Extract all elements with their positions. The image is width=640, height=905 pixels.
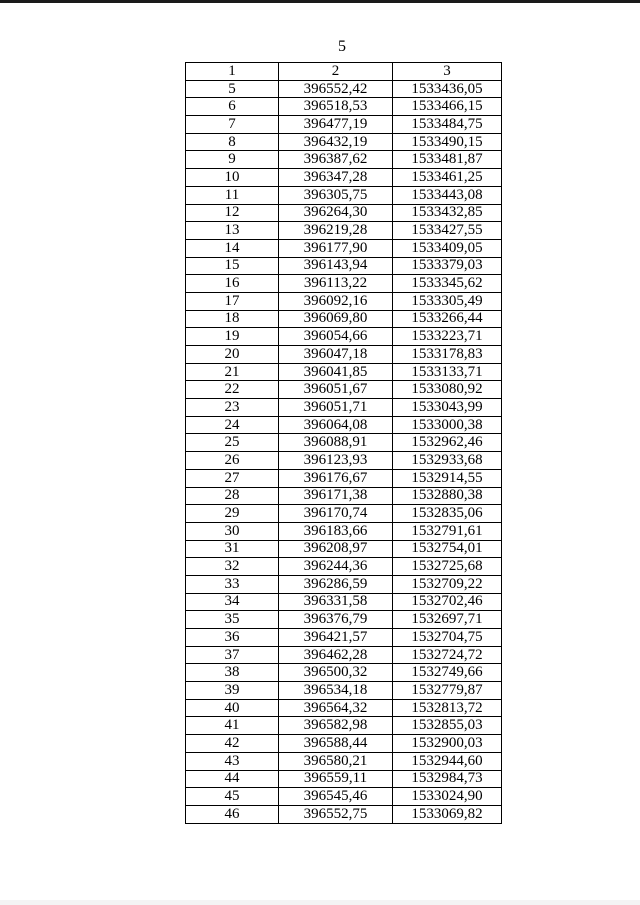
point-number-cell: 29 — [186, 505, 279, 523]
y-coordinate-cell: 1533000,38 — [393, 416, 502, 434]
table-row — [186, 805, 502, 823]
point-number-cell: 12 — [186, 204, 279, 222]
table-row — [186, 664, 502, 682]
table-row — [186, 699, 502, 717]
point-number-cell: 37 — [186, 646, 279, 664]
x-coordinate-cell: 396113,22 — [279, 275, 393, 293]
point-number-cell: 7 — [186, 116, 279, 134]
y-coordinate-cell: 1532704,75 — [393, 629, 502, 647]
x-coordinate-cell: 396432,19 — [279, 133, 393, 151]
y-coordinate-cell: 1532900,03 — [393, 735, 502, 753]
table-row — [186, 80, 502, 98]
table-row — [186, 788, 502, 806]
point-number-cell: 14 — [186, 239, 279, 257]
y-coordinate-cell: 1533133,71 — [393, 363, 502, 381]
point-number-cell: 38 — [186, 664, 279, 682]
point-number-cell: 22 — [186, 381, 279, 399]
y-coordinate-cell: 1532813,72 — [393, 699, 502, 717]
y-coordinate-cell: 1532702,46 — [393, 593, 502, 611]
x-coordinate-cell: 396177,90 — [279, 239, 393, 257]
point-number-cell: 33 — [186, 575, 279, 593]
x-coordinate-cell: 396331,58 — [279, 593, 393, 611]
point-number-cell: 44 — [186, 770, 279, 788]
x-coordinate-cell: 396518,53 — [279, 98, 393, 116]
x-coordinate-cell: 396170,74 — [279, 505, 393, 523]
table-row — [186, 752, 502, 770]
table-row — [186, 151, 502, 169]
table-row — [186, 735, 502, 753]
point-number-cell: 6 — [186, 98, 279, 116]
x-coordinate-cell: 396477,19 — [279, 116, 393, 134]
point-number-cell: 19 — [186, 328, 279, 346]
point-number-cell: 26 — [186, 452, 279, 470]
point-number-cell: 11 — [186, 186, 279, 204]
table-row — [186, 381, 502, 399]
table-row — [186, 611, 502, 629]
x-coordinate-cell: 396219,28 — [279, 222, 393, 240]
x-coordinate-cell: 396171,38 — [279, 487, 393, 505]
y-coordinate-cell: 1533080,92 — [393, 381, 502, 399]
point-number-cell: 32 — [186, 558, 279, 576]
x-coordinate-cell: 396564,32 — [279, 699, 393, 717]
y-coordinate-cell: 1532725,68 — [393, 558, 502, 576]
point-number-cell: 15 — [186, 257, 279, 275]
scan-edge-bottom — [0, 900, 640, 905]
table-row — [186, 717, 502, 735]
point-number-cell: 34 — [186, 593, 279, 611]
table-row — [186, 275, 502, 293]
y-coordinate-cell: 1533427,55 — [393, 222, 502, 240]
table-row — [186, 363, 502, 381]
point-number-cell: 16 — [186, 275, 279, 293]
point-number-cell: 41 — [186, 717, 279, 735]
coordinates-table-body — [186, 63, 502, 824]
point-number-cell: 30 — [186, 522, 279, 540]
table-row — [186, 558, 502, 576]
point-number-cell: 25 — [186, 434, 279, 452]
y-coordinate-cell: 1532944,60 — [393, 752, 502, 770]
y-coordinate-cell: 1532754,01 — [393, 540, 502, 558]
y-coordinate-cell: 1532984,73 — [393, 770, 502, 788]
x-coordinate-cell: 396208,97 — [279, 540, 393, 558]
x-coordinate-cell: 396143,94 — [279, 257, 393, 275]
point-number-cell: 31 — [186, 540, 279, 558]
x-coordinate-cell: 396054,66 — [279, 328, 393, 346]
y-coordinate-cell: 1532914,55 — [393, 469, 502, 487]
point-number-cell: 13 — [186, 222, 279, 240]
table-row — [186, 310, 502, 328]
x-coordinate-cell: 396421,57 — [279, 629, 393, 647]
y-coordinate-cell: 1533490,15 — [393, 133, 502, 151]
y-coordinate-cell: 1533432,85 — [393, 204, 502, 222]
x-coordinate-cell: 396088,91 — [279, 434, 393, 452]
point-number-cell: 45 — [186, 788, 279, 806]
y-coordinate-cell: 1533461,25 — [393, 169, 502, 187]
point-number-cell: 42 — [186, 735, 279, 753]
x-coordinate-cell: 396092,16 — [279, 292, 393, 310]
column-header-2: 2 — [279, 63, 393, 81]
point-number-cell: 20 — [186, 346, 279, 364]
y-coordinate-cell: 1533266,44 — [393, 310, 502, 328]
point-number-cell: 36 — [186, 629, 279, 647]
x-coordinate-cell: 396047,18 — [279, 346, 393, 364]
table-row — [186, 222, 502, 240]
point-number-cell: 24 — [186, 416, 279, 434]
point-number-cell: 46 — [186, 805, 279, 823]
y-coordinate-cell: 1533436,05 — [393, 80, 502, 98]
table-row — [186, 204, 502, 222]
y-coordinate-cell: 1533443,08 — [393, 186, 502, 204]
table-row — [186, 133, 502, 151]
x-coordinate-cell: 396559,11 — [279, 770, 393, 788]
table-row — [186, 186, 502, 204]
x-coordinate-cell: 396183,66 — [279, 522, 393, 540]
x-coordinate-cell: 396069,80 — [279, 310, 393, 328]
table-row — [186, 522, 502, 540]
x-coordinate-cell: 396305,75 — [279, 186, 393, 204]
point-number-cell: 21 — [186, 363, 279, 381]
y-coordinate-cell: 1532779,87 — [393, 682, 502, 700]
y-coordinate-cell: 1532933,68 — [393, 452, 502, 470]
table-row — [186, 469, 502, 487]
y-coordinate-cell: 1532880,38 — [393, 487, 502, 505]
point-number-cell: 18 — [186, 310, 279, 328]
table-row — [186, 452, 502, 470]
x-coordinate-cell: 396123,93 — [279, 452, 393, 470]
point-number-cell: 39 — [186, 682, 279, 700]
table-row — [186, 505, 502, 523]
page-number: 5 — [338, 38, 346, 55]
table-row — [186, 346, 502, 364]
x-coordinate-cell: 396176,67 — [279, 469, 393, 487]
table-row — [186, 292, 502, 310]
y-coordinate-cell: 1532791,61 — [393, 522, 502, 540]
x-coordinate-cell: 396387,62 — [279, 151, 393, 169]
x-coordinate-cell: 396582,98 — [279, 717, 393, 735]
y-coordinate-cell: 1533379,03 — [393, 257, 502, 275]
x-coordinate-cell: 396376,79 — [279, 611, 393, 629]
scan-edge-top — [0, 0, 640, 3]
y-coordinate-cell: 1533481,87 — [393, 151, 502, 169]
x-coordinate-cell: 396041,85 — [279, 363, 393, 381]
x-coordinate-cell: 396534,18 — [279, 682, 393, 700]
point-number-cell: 17 — [186, 292, 279, 310]
x-coordinate-cell: 396051,71 — [279, 399, 393, 417]
point-number-cell: 35 — [186, 611, 279, 629]
y-coordinate-cell: 1533178,83 — [393, 346, 502, 364]
x-coordinate-cell: 396545,46 — [279, 788, 393, 806]
point-number-cell: 43 — [186, 752, 279, 770]
table-row — [186, 98, 502, 116]
point-number-cell: 10 — [186, 169, 279, 187]
table-header-row — [186, 63, 502, 81]
x-coordinate-cell: 396580,21 — [279, 752, 393, 770]
x-coordinate-cell: 396462,28 — [279, 646, 393, 664]
x-coordinate-cell: 396347,28 — [279, 169, 393, 187]
y-coordinate-cell: 1533305,49 — [393, 292, 502, 310]
point-number-cell: 9 — [186, 151, 279, 169]
point-number-cell: 28 — [186, 487, 279, 505]
x-coordinate-cell: 396244,36 — [279, 558, 393, 576]
y-coordinate-cell: 1532962,46 — [393, 434, 502, 452]
y-coordinate-cell: 1533223,71 — [393, 328, 502, 346]
y-coordinate-cell: 1532855,03 — [393, 717, 502, 735]
x-coordinate-cell: 396552,42 — [279, 80, 393, 98]
y-coordinate-cell: 1533409,05 — [393, 239, 502, 257]
table-row — [186, 629, 502, 647]
y-coordinate-cell: 1533069,82 — [393, 805, 502, 823]
y-coordinate-cell: 1532697,71 — [393, 611, 502, 629]
table-row — [186, 399, 502, 417]
point-number-cell: 8 — [186, 133, 279, 151]
table-row — [186, 575, 502, 593]
coordinates-table — [185, 62, 502, 824]
y-coordinate-cell: 1532835,06 — [393, 505, 502, 523]
table-row — [186, 434, 502, 452]
y-coordinate-cell: 1532724,72 — [393, 646, 502, 664]
table-row — [186, 239, 502, 257]
table-row — [186, 770, 502, 788]
y-coordinate-cell: 1533024,90 — [393, 788, 502, 806]
table-row — [186, 682, 502, 700]
table-row — [186, 116, 502, 134]
y-coordinate-cell: 1532749,66 — [393, 664, 502, 682]
y-coordinate-cell: 1533466,15 — [393, 98, 502, 116]
point-number-cell: 27 — [186, 469, 279, 487]
x-coordinate-cell: 396500,32 — [279, 664, 393, 682]
x-coordinate-cell: 396588,44 — [279, 735, 393, 753]
table-row — [186, 416, 502, 434]
table-row — [186, 540, 502, 558]
table-row — [186, 646, 502, 664]
x-coordinate-cell: 396286,59 — [279, 575, 393, 593]
x-coordinate-cell: 396064,08 — [279, 416, 393, 434]
x-coordinate-cell: 396552,75 — [279, 805, 393, 823]
table-row — [186, 169, 502, 187]
y-coordinate-cell: 1533345,62 — [393, 275, 502, 293]
x-coordinate-cell: 396051,67 — [279, 381, 393, 399]
point-number-cell: 23 — [186, 399, 279, 417]
column-header-3: 3 — [393, 63, 502, 81]
point-number-cell: 5 — [186, 80, 279, 98]
x-coordinate-cell: 396264,30 — [279, 204, 393, 222]
y-coordinate-cell: 1533043,99 — [393, 399, 502, 417]
y-coordinate-cell: 1533484,75 — [393, 116, 502, 134]
y-coordinate-cell: 1532709,22 — [393, 575, 502, 593]
table-row — [186, 328, 502, 346]
point-number-cell: 40 — [186, 699, 279, 717]
column-header-1: 1 — [186, 63, 279, 81]
table-row — [186, 257, 502, 275]
table-row — [186, 487, 502, 505]
table-row — [186, 593, 502, 611]
